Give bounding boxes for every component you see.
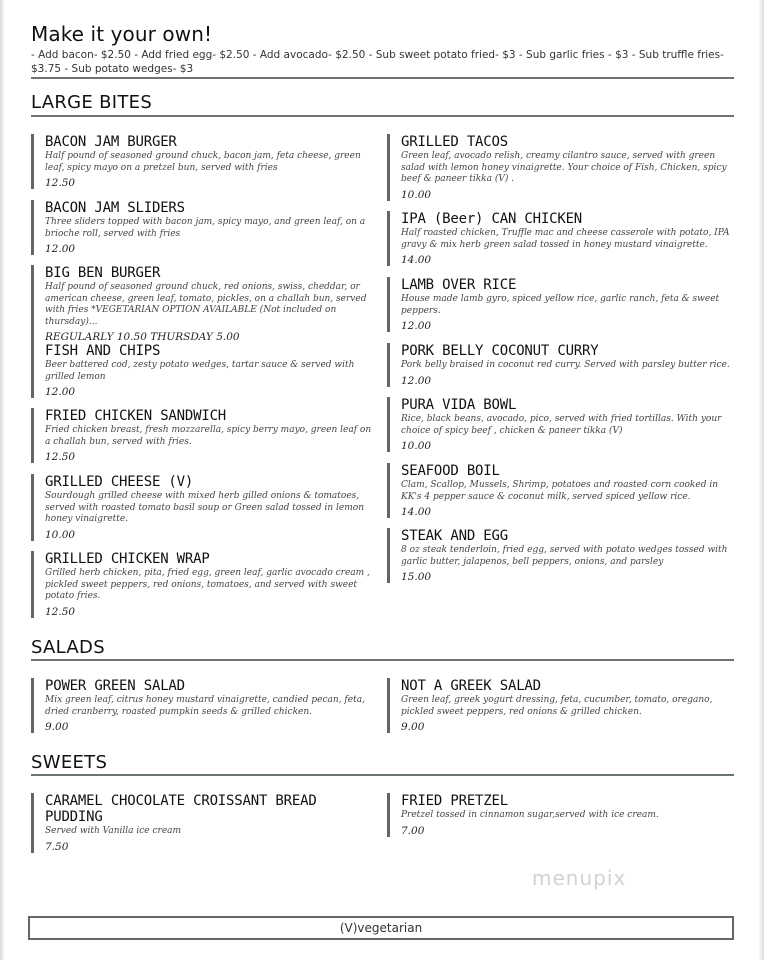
item-name: GRILLED CHICKEN WRAP	[45, 551, 210, 567]
item-description: Pretzel tossed in cinnamon sugar,served with ice cream.	[401, 810, 659, 820]
section-title-sweets: SWEETS	[31, 752, 108, 773]
item-price: 12.00	[401, 320, 432, 332]
item-name: BACON JAM SLIDERS	[45, 200, 185, 216]
item-name: STEAK AND EGG	[401, 528, 508, 544]
item-name: BIG BEN BURGER	[45, 265, 161, 281]
item-name: LAMB OVER RICE	[401, 277, 517, 293]
customize-block	[31, 22, 736, 76]
item-description: Three sliders topped with bacon jam, spicy mayo, and green leaf, on a brioche roll, served with fries	[45, 217, 366, 239]
item-name: FISH AND CHIPS	[45, 343, 161, 359]
menu-item	[31, 551, 375, 618]
divider	[31, 77, 734, 79]
menu-item	[387, 528, 731, 583]
item-description: Green leaf, greek yogurt dressing, feta, cucumber, tomato, oregano, pickled sweet peppers, red onions & grilled chicken.	[401, 695, 713, 717]
section-title-large-bites: LARGE BITES	[31, 92, 153, 113]
watermark: menupix	[532, 866, 627, 890]
section-title-salads: SALADS	[31, 637, 105, 658]
menu-item	[387, 678, 731, 733]
menu-item	[31, 793, 375, 853]
divider	[31, 659, 734, 661]
page-edge-left	[0, 0, 5, 960]
menu-item	[31, 474, 375, 541]
item-price: 14.00	[401, 254, 432, 266]
item-description: Half pound of seasoned ground chuck, bacon jam, feta cheese, green leaf, spicy mayo on a pretzel bun, served with fries	[45, 151, 361, 173]
item-price: 7.50	[45, 840, 69, 853]
item-name: BACON JAM BURGER	[45, 134, 177, 150]
item-name: SEAFOOD BOIL	[401, 463, 500, 479]
page-edge-right	[758, 0, 764, 960]
vegetarian-legend: (V)vegetarian	[28, 916, 734, 940]
item-description: Sourdough grilled cheese with mixed herb gilled onions & tomatoes, served with roasted tomato basil soup or Green salad tossed in lemon honey vinaigrette.	[45, 491, 364, 524]
menu-item	[387, 397, 731, 452]
menu-item	[387, 277, 731, 332]
item-name: GRILLED TACOS	[401, 134, 508, 150]
item-name: NOT A GREEK SALAD	[401, 678, 541, 694]
menu-item	[31, 200, 375, 255]
item-price: 10.00	[401, 188, 432, 201]
item-description: Pork belly braised in coconut red curry. Served with parsley butter rice.	[401, 360, 730, 370]
customize-title: Make it your own!	[31, 22, 213, 46]
item-price: 12.00	[45, 243, 76, 255]
item-price: 7.00	[401, 824, 425, 837]
item-name: FRIED PRETZEL	[401, 793, 508, 809]
item-price: 10.00	[401, 440, 432, 452]
menu-item	[31, 265, 375, 343]
item-name: IPA (Beer) CAN CHICKEN	[401, 211, 583, 227]
menu-item	[387, 793, 731, 837]
item-name: PURA VIDA BOWL	[401, 397, 517, 413]
menu-item	[387, 463, 731, 518]
item-price: 12.50	[45, 605, 76, 618]
menu-item	[387, 134, 731, 201]
item-price: 12.50	[45, 177, 76, 189]
menu-item	[387, 343, 731, 387]
customize-options: - Add bacon- $2.50 - Add fried egg- $2.50 - Add avocado- $2.50 - Sub sweet potato fried- $3 - Sub garlic fries - $3 - Sub truffle fries- $3.75 - Sub potato wedges- $3	[31, 49, 724, 75]
item-description: Grilled herb chicken, pita, fried egg, green leaf, garlic avocado cream , pickled sweet peppers, red onions, tomatoes, and served with sweet potato fries.	[45, 568, 370, 601]
item-name: PORK BELLY COCONUT CURRY	[401, 343, 599, 359]
item-description: House made lamb gyro, spiced yellow rice, garlic ranch, feta & sweet peppers.	[401, 294, 720, 316]
item-name: FRIED CHICKEN SANDWICH	[45, 408, 227, 424]
menu-item	[31, 343, 375, 398]
item-description: Fried chicken breast, fresh mozzarella, spicy berry mayo, green leaf on a challah bun, served with fries.	[45, 425, 372, 447]
item-name: GRILLED CHEESE (V)	[45, 474, 194, 490]
item-price: REGULARLY 10.50 THURSDAY 5.00	[45, 331, 240, 343]
item-price: 12.00	[45, 386, 76, 398]
item-description: 8 oz steak tenderloin, fried egg, served with potato wedges tossed with garlic butter, jalapenos, bell peppers, onions, and parsley	[401, 545, 728, 567]
menu-item	[31, 678, 375, 733]
item-description: Beer battered cod, zesty potato wedges, tartar sauce & served with grilled lemon	[45, 360, 355, 382]
item-price: 14.00	[401, 506, 432, 518]
item-description: Half roasted chicken, Truffle mac and cheese casserole with potato, IPA gravy & mix herb green salad tossed in honey mustard vinaigrette.	[401, 228, 730, 250]
item-description: Rice, black beans, avocado, pico, served with fried tortillas. With your choice of spicy beef , chicken & paneer tikka (V)	[401, 414, 722, 436]
item-name: CARAMEL CHOCOLATE CROISSANT BREAD PUDDING	[45, 793, 317, 825]
item-price: 12.00	[401, 374, 432, 387]
item-description: Served with Vanilla ice cream	[45, 826, 182, 836]
menu-item	[31, 408, 375, 463]
item-description: Mix green leaf, citrus honey mustard vinaigrette, candied pecan, feta, dried cranberry, roasted pumpkin seeds & grilled chicken.	[45, 695, 365, 717]
item-price: 12.50	[45, 451, 76, 463]
item-description: Green leaf, avocado relish, creamy cilantro sauce, served with green salad with lemon honey vinaigrette. Your choice of Fish, Chicken, spicy beef & paneer tikka (V) .	[401, 151, 727, 184]
item-description: Clam, Scallop, Mussels, Shrimp, potatoes and roasted corn cooked in KK's 4 pepper sauce & coconut milk, served spiced yellow rice.	[401, 480, 718, 502]
item-price: 9.00	[401, 721, 425, 733]
menu-item	[387, 211, 731, 266]
item-price: 15.00	[401, 571, 432, 583]
item-price: 10.00	[45, 528, 76, 541]
item-price: 9.00	[45, 721, 69, 733]
item-name: POWER GREEN SALAD	[45, 678, 185, 694]
divider	[31, 774, 734, 776]
menu-item	[31, 134, 375, 189]
item-description: Half pound of seasoned ground chuck, red onions, swiss, cheddar, or american cheese, green leaf, tomato, pickles, on a challah bun, served with fries *VEGETARIAN OPTION AVAILABLE (Not included on thursday)...	[45, 282, 367, 327]
divider	[31, 115, 734, 117]
